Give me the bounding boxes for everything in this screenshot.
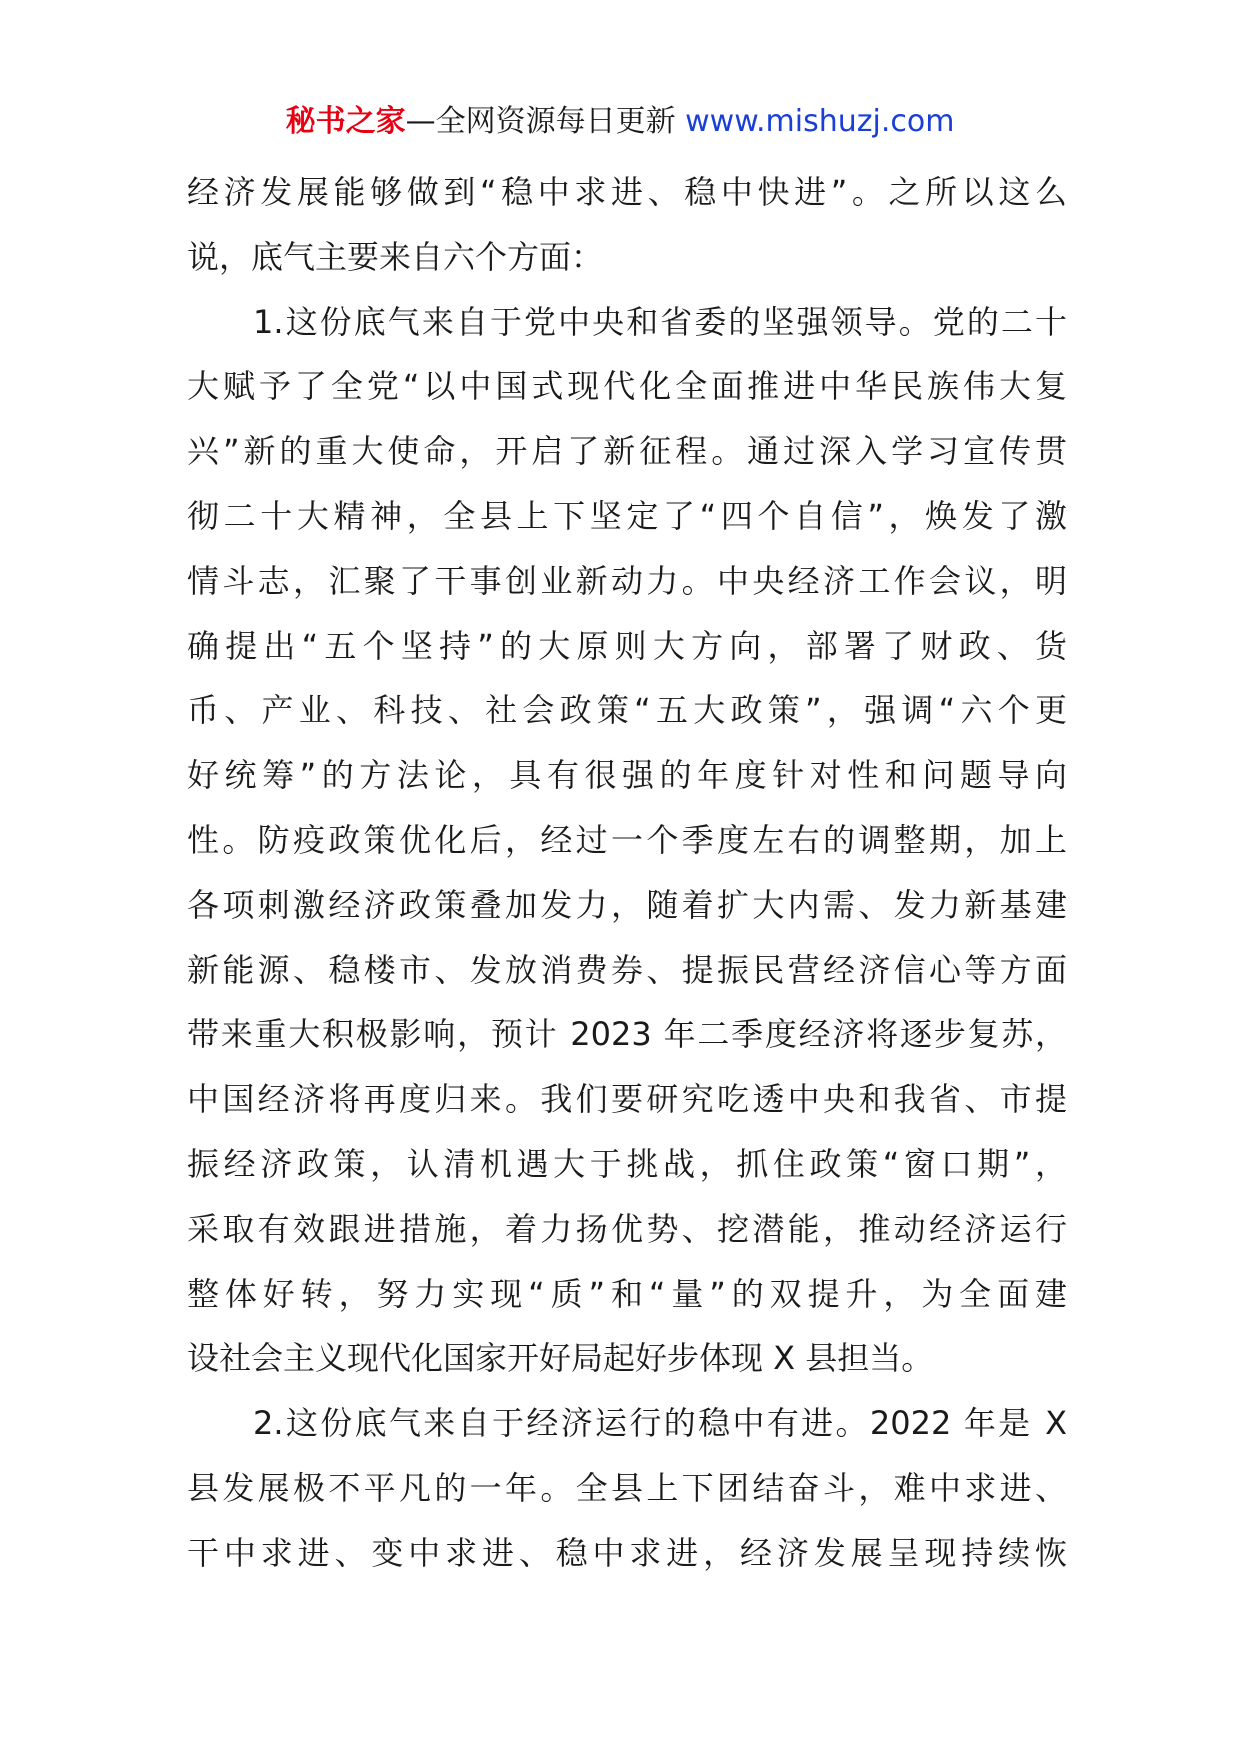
text-line: 兴”新的重大使命，开启了新征程。通过深入学习宣传贯 [187,432,1067,471]
text-line: 经济发展能够做到“稳中求进、稳中快进”。之所以这么 [187,173,1067,211]
paragraph-2-start: 2.这份底气来自于经济运行的稳中有进。2022 年是 X [253,1404,1067,1443]
text-line: 各项刺激经济政策叠加发力，随着扩大内需、发力新基建 [187,885,1067,924]
site-tagline: —全网资源每日更新 [405,104,686,139]
text-line: 大赋予了全党“以中国式现代化全面推进中华民族伟大复 [187,367,1067,406]
text-line: 情斗志，汇聚了干事创业新动力。中央经济工作会议，明 [187,561,1067,600]
text-line: 中国经济将再度归来。我们要研究吃透中央和我省、市提 [187,1080,1067,1119]
text-line: 县发展极不平凡的一年。全县上下团结奋斗，难中求进、 [187,1468,1067,1507]
text-line: 整体好转，努力实现“质”和“量”的双提升，为全面建 [187,1274,1067,1313]
site-header [0,100,1240,144]
text-line: 带来重大积极影响，预计 2023 年二季度经济将逐步复苏， [187,1015,1067,1054]
text-line: 彻二十大精神，全县上下坚定了“四个自信”，焕发了激 [187,496,1067,535]
text-line: 干中求进、变中求进、稳中求进，经济发展呈现持续恢 [187,1533,1067,1572]
text-line: 好统筹”的方法论，具有很强的年度针对性和问题导向 [187,756,1067,795]
text-line: 确提出“五个坚持”的大原则大方向，部署了财政、货 [187,626,1067,665]
document-body [187,160,1067,1586]
text-line: 说，底气主要来自六个方面： [187,237,604,276]
text-line: 采取有效跟进措施，着力扬优势、挖潜能，推动经济运行 [187,1209,1067,1248]
paragraph-1-start: 1.这份底气来自于党中央和省委的坚强领导。党的二十 [253,302,1067,341]
text-line: 币、产业、科技、社会政策“五大政策”，强调“六个更 [187,691,1067,730]
site-brand: 秘书之家 [285,104,406,139]
text-line: 设社会主义现代化国家开好局起好步体现 X 县担当。 [187,1339,934,1378]
text-line: 性。防疫政策优化后，经过一个季度左右的调整期，加上 [187,820,1067,859]
site-url[interactable]: www.mishuzj.com [685,104,955,139]
text-line: 新能源、稳楼市、发放消费券、提振民营经济信心等方面 [187,950,1067,989]
text-line: 振经济政策，认清机遇大于挑战，抓住政策“窗口期”， [187,1144,1067,1183]
